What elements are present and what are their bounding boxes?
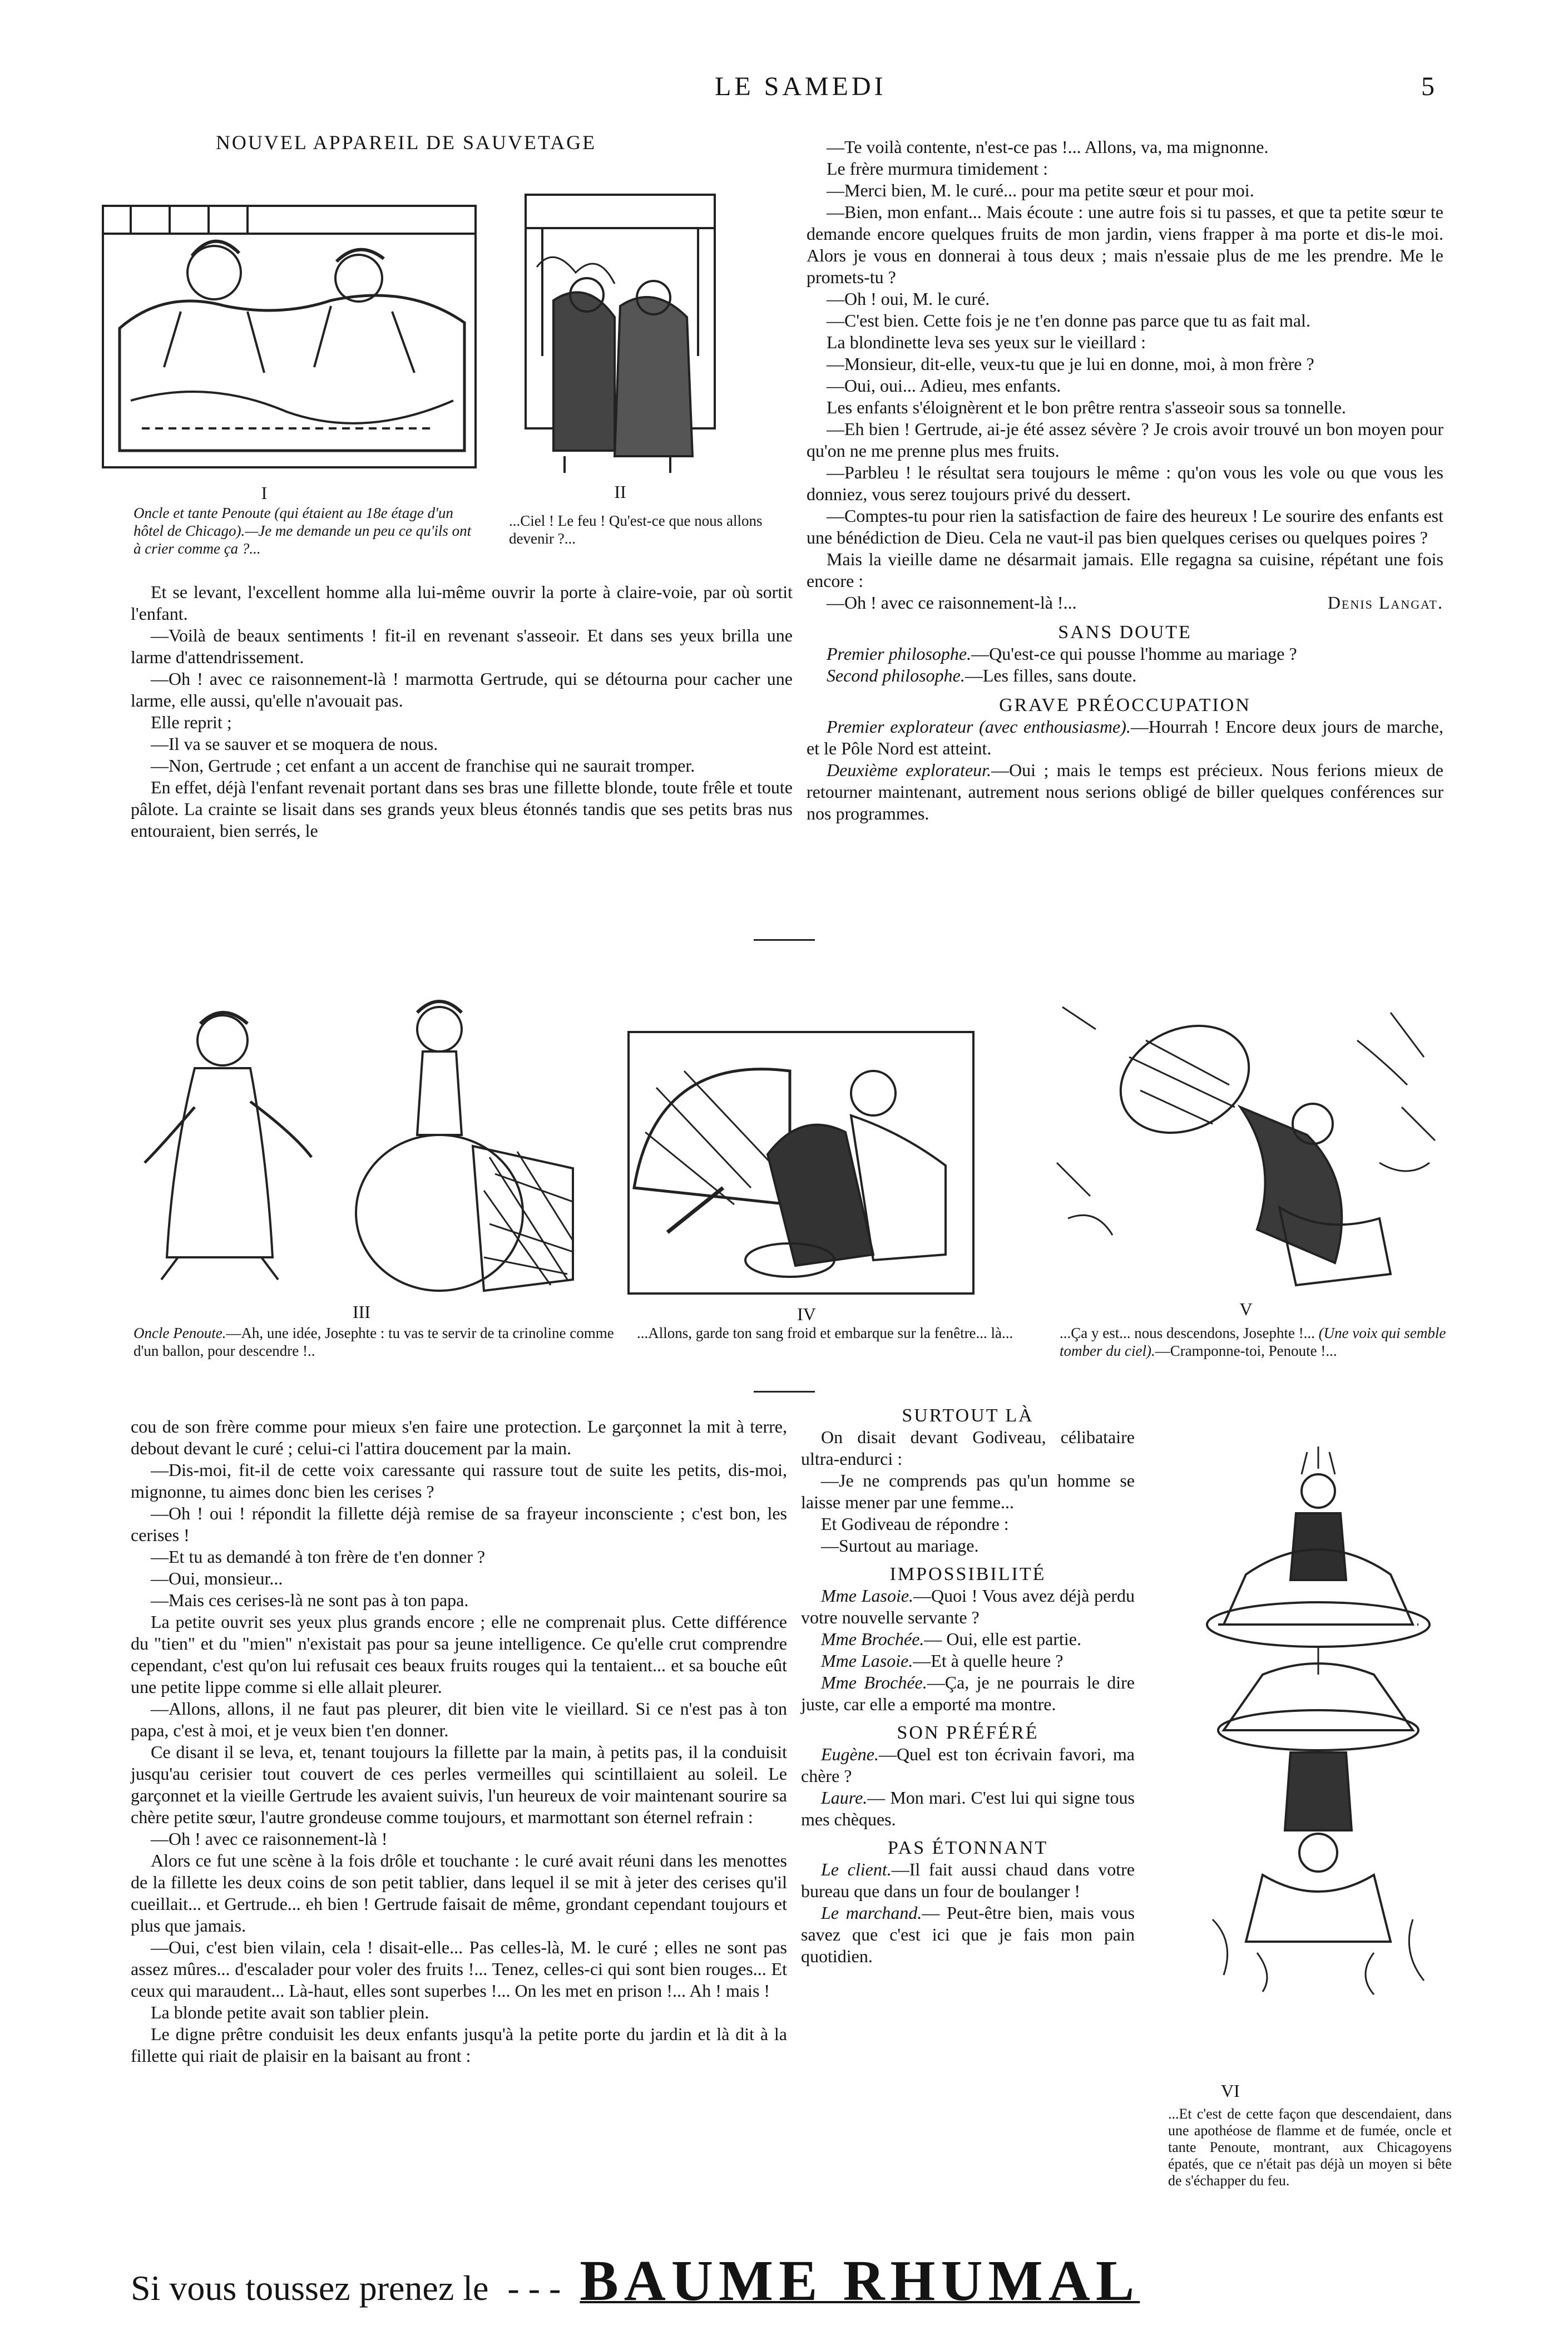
panel-2-number: II: [614, 482, 626, 502]
story-paragraph: —Dis-moi, fit-il de cette voix caressante qui rassure tout de suite les petits, dis-moi, mignonne, tu aimes donc bien les cerises ?: [131, 1460, 787, 1502]
story-paragraph: —Il va se sauver et se moquera de nous.: [151, 734, 438, 754]
story-left-column: [131, 581, 793, 842]
story-bottom-column: [131, 1416, 787, 2067]
speaker: Le marchand.: [821, 1903, 922, 1923]
joke-line: —Je ne comprends pas qu'un homme se laisse mener par une femme...: [801, 1470, 1135, 1512]
grave-title: GRAVE PRÉOCCUPATION: [999, 695, 1251, 715]
panel-4-caption: ...Allons, garde ton sang froid et embarque sur la fenêtre... là...: [637, 1325, 1013, 1341]
story-paragraph: Mais la vieille dame ne désarmait jamais. Elle regagna sa cuisine, répétant une fois encore :: [807, 549, 1443, 591]
joke-line: —Surtout au mariage.: [821, 1536, 979, 1556]
dialogue-line: —Hourrah ! Encore deux jours de marche, et le Pôle Nord est atteint.: [807, 717, 1444, 758]
story-paragraph: Et se levant, l'excellent homme alla lui-même ouvrir la porte à claire-voie, par où sortit l'enfant.: [131, 582, 793, 624]
panel-2-caption: ...Ciel ! Le feu ! Qu'est-ce que nous allons devenir ?...: [509, 512, 763, 547]
story-paragraph: En effet, déjà l'enfant revenait portant dans ses bras une fillette blonde, toute frêle et toute pâlote. La crainte se lisait dans ses grands yeux bleus étonnés tandis que ses petits bras nus entouraient, bien serrés, le: [131, 777, 793, 841]
speaker: Deuxième explorateur.: [827, 760, 992, 780]
speaker: Premier explorateur (avec enthousiasme).: [827, 717, 1131, 737]
panel-6-illustration: [1179, 1441, 1457, 1997]
story-paragraph: —Oh ! oui ! répondit la fillette déjà remise de sa frayeur inconsciente ; c'est bon, les cerises !: [131, 1503, 787, 1545]
story-paragraph: —Oh ! oui, M. le curé.: [827, 289, 990, 309]
son-prefere-title: SON PRÉFÉRÉ: [897, 1722, 1039, 1743]
panel-5-number: V: [1239, 1299, 1253, 1319]
comic-panel-4: [612, 1021, 1001, 1325]
sans-doute-title: SANS DOUTE: [1058, 622, 1192, 643]
panel-1-number: I: [261, 483, 268, 503]
panel-1-illustration: [97, 189, 487, 478]
speaker: Eugène.: [821, 1744, 879, 1764]
page-number: 5: [1421, 72, 1438, 101]
dialogue-line: —Les filles, sans doute.: [964, 665, 1137, 685]
story-paragraph: —Allons, allons, il ne faut pas pleurer, dit bien vite le vieillard. Si ce n'est pas à ton papa, c'est à moi, et je veux bien t'en donner.: [131, 1699, 787, 1740]
comic-title: NOUVEL APPAREIL DE SAUVETAGE: [215, 131, 597, 154]
caption-aside: (Une voix qui semble tomber du ciel).: [1060, 1325, 1446, 1359]
story-paragraph: —Non, Gertrude ; cet enfant a un accent de franchise qui ne saurait tromper.: [151, 756, 695, 776]
story-paragraph: —Oui, c'est bien vilain, cela ! disait-elle... Pas celles-là, M. le curé ; elles ne sont pas assez mûres... d'escalader pour voler des fruits !... Tenez, celles-ci qui sont bien rouges... Et ceux qui maraudent... Là-haut, elles sont superbes !... On les met en prison !... Ah ! mais !: [131, 1937, 787, 2001]
story-paragraph: —Te voilà contente, n'est-ce pas !... Allons, va, ma mignonne.: [827, 137, 1269, 157]
joke-line: Et Godiveau de répondre :: [821, 1514, 1009, 1534]
story-paragraph: —Eh bien ! Gertrude, ai-je été assez sévère ? Je crois avoir trouvé un bon moyen pour qu'on ne me prenne plus mes fruits.: [807, 419, 1443, 461]
story-paragraph: La blondinette leva ses yeux sur le vieillard :: [827, 332, 1146, 352]
speaker: Mme Brochée.: [821, 1629, 924, 1649]
comic-panel-2: [503, 189, 737, 502]
panel-1-caption: Oncle et tante Penoute (qui étaient au 18e étage d'un hôtel de Chicago).—Je me demande un peu ce qu'ils ont à crier comme ça ?...: [133, 505, 472, 557]
story-paragraph: cou de son frère comme pour mieux s'en faire une protection. Le garçonnet la mit à terre, debout devant le curé ; celui-ci l'attira doucement par la main.: [131, 1416, 787, 1458]
panel-4-number: IV: [797, 1304, 816, 1324]
panel-3-caption: [133, 1324, 617, 1360]
divider: [754, 939, 815, 941]
comic-panel-6: [1179, 1441, 1457, 1997]
impossibilite-title: IMPOSSIBILITÉ: [889, 1564, 1046, 1584]
dialogue-line: —Ça, je ne pourrais le dire juste, car elle a emporté ma montre.: [801, 1672, 1135, 1714]
story-paragraph: —Oh ! avec ce raisonnement-là !: [151, 1829, 388, 1849]
signature-text: Denis Langat.: [1327, 593, 1443, 613]
comic-panel-3: [128, 990, 595, 1322]
caption-text: —Ah, une idée, Josephte : tu vas te servir de ta crinoline comme d'un ballon, pour descendre !..: [133, 1325, 614, 1359]
story-paragraph: —Oui, monsieur...: [151, 1568, 283, 1588]
story-paragraph: —Oui, oui... Adieu, mes enfants.: [827, 376, 1061, 396]
dialogue-line: — Peut-être bien, mais vous savez que c'est ici que je fais mon pain quotidien.: [801, 1903, 1135, 1966]
pas-etonnant-title: PAS ÉTONNANT: [887, 1838, 1048, 1858]
story-paragraph: —Oh ! avec ce raisonnement-là !...: [827, 593, 1077, 613]
story-paragraph: —Merci bien, M. le curé... pour ma petite sœur et pour moi.: [827, 180, 1254, 200]
story-paragraph: Le frère murmura timidement :: [827, 159, 1048, 179]
speaker: Mme Lasoie.: [821, 1586, 914, 1606]
dialogue-line: —Il fait aussi chaud dans votre bureau que dans un four de boulanger !: [801, 1859, 1135, 1901]
running-title: LE SAMEDI: [715, 72, 887, 101]
story-paragraph: —Et tu as demandé à ton frère de t'en donner ?: [151, 1547, 486, 1567]
panel-5-caption: [1060, 1324, 1452, 1360]
panel-6-caption: ...Et c'est de cette façon que descendaient, dans une apothéose de flamme et de fumée, oncle et tante Penoute, montrant, aux Chicagoyens épatés, que ce n'était pas déjà un moyen si bête de s'échapper du feu.: [1168, 2106, 1452, 2189]
story-paragraph: Ce disant il se leva, et, tenant toujours la fillette par la main, à petits pas, il la conduisit jusqu'au cerisier tout couvert de ces perles vermeilles qui scintillaient au soleil. Le garçonnet et la vieille Gertrude les avaient suivis, l'un heureux de voir maintenant sourire sa chère petite sœur, l'autre grondeuse comme toujours, et marmottant son éternel refrain :: [131, 1742, 787, 1827]
story-paragraph: Les enfants s'éloignèrent et le bon prêtre rentra s'asseoir sous sa tonnelle.: [827, 397, 1346, 417]
panel-3-number: III: [353, 1302, 370, 1322]
story-paragraph: Le digne prêtre conduisit les deux enfants jusqu'à la petite porte du jardin et là dit à la fillette qui riait de plaisir en la baisant au front :: [131, 2024, 787, 2066]
story-paragraph: —Comptes-tu pour rien la satisfaction de faire des heureux ! Le sourire des enfants est une bénédiction de Dieu. Cela ne vaut-il pas bien quelques cerises ou quelques poires ?: [807, 506, 1443, 547]
comic-panel-5: [1046, 996, 1446, 1320]
speaker: Mme Lasoie.: [821, 1651, 913, 1671]
surtout-title: SURTOUT LÀ: [902, 1405, 1034, 1426]
dialogue-line: —Qu'est-ce qui pousse l'homme au mariage ?: [971, 644, 1297, 664]
story-paragraph: —Bien, mon enfant... Mais écoute : une autre fois si tu passes, et que ta petite sœur te demande encore quelques fruits de mon jardin, viens frapper à ma porte et dis-le moi. Alors je vous en donnerai à tous deux ; mais n'essaie plus de me les prendre. Me le promets-tu ?: [807, 202, 1443, 287]
dialogue-line: — Oui, elle est partie.: [924, 1629, 1081, 1649]
panel-3-illustration: [128, 990, 595, 1302]
story-paragraph: —Parbleu ! le résultat sera toujours le même : qu'on vous les vole ou que vous les donniez, vous serez toujours privé du dessert.: [807, 462, 1443, 504]
advert-brand: BAUME RHUMAL: [580, 2249, 1140, 2313]
story-paragraph: —Monsieur, dit-elle, veux-tu que je lui en donne, moi, à mon frère ?: [827, 354, 1314, 374]
jokes-column: [801, 1405, 1135, 1967]
caption-text: ...Ça y est... nous descendons, Josephte !...: [1060, 1325, 1315, 1341]
story-paragraph: Elle reprit ;: [151, 712, 232, 732]
story-paragraph: La blonde petite avait son tablier plein.: [151, 2002, 429, 2022]
comic-panel-1: [97, 189, 487, 503]
dialogue-line: —Oui ; mais le temps est précieux. Nous ferions mieux de retourner maintenant, autrement nous serions obligé de biller quelques conférences sur nos programmes.: [807, 760, 1444, 823]
story-right-column: [807, 136, 1443, 825]
speaker: Laure.: [821, 1788, 868, 1808]
story-paragraph: Alors ce fut une scène à la fois drôle et touchante : le curé avait réuni dans les menottes de la fillette les deux coins de son petit tablier, dans lequel il se mit à jeter des cerises qu'il cueillait... et Gertrude... eh bien ! Gertrude faisait de même, grondant cependant toujours et plus que jamais.: [131, 1850, 787, 1936]
story-paragraph: La petite ouvrit ses yeux plus grands encore ; elle ne comprenait plus. Cette différence du "tien" et du "mien" n'existait pas pour sa jeune intelligence. Ce qu'elle crut comprendre cependant, c'est qu'on lui refusait ces beaux fruits rouges qui la tentaient... et sa bouche eût une petite lippe comme si elle allait pleurer.: [131, 1612, 787, 1697]
advert-dots: - - -: [507, 2268, 561, 2308]
speaker: Le client.: [821, 1859, 892, 1879]
speaker: Premier philosophe.: [827, 644, 972, 664]
dialogue-line: —Quoi ! Vous avez déjà perdu votre nouvelle servante ?: [801, 1586, 1135, 1627]
story-paragraph: —Oh ! avec ce raisonnement-là ! marmotta Gertrude, qui se détourna pour cacher une larme, elle aussi, qu'elle n'avouait pas.: [131, 669, 793, 710]
caption-text: —Cramponne-toi, Penoute !...: [1155, 1342, 1337, 1359]
dialogue-line: — Mon mari. C'est lui qui signe tous mes chèques.: [801, 1788, 1135, 1829]
advertisement: [131, 2248, 1455, 2314]
dialogue-line: —Quel est ton écrivain favori, ma chère ?: [801, 1744, 1135, 1786]
speaker: Oncle Penoute.: [133, 1325, 226, 1341]
panel-5-illustration: [1046, 996, 1446, 1299]
story-paragraph: —Voilà de beaux sentiments ! fit-il en revenant s'asseoir. Et dans ses yeux brilla une larme d'attendrissement.: [131, 625, 793, 667]
joke-line: On disait devant Godiveau, célibataire ultra-endurci :: [801, 1427, 1135, 1469]
story-paragraph: —C'est bien. Cette fois je ne t'en donne pas parce que tu as fait mal.: [827, 310, 1310, 330]
speaker: Second philosophe.: [827, 665, 965, 685]
panel-6-number: VI: [1221, 2081, 1240, 2101]
divider: [754, 1391, 815, 1393]
story-paragraph: —Mais ces cerises-là ne sont pas à ton papa.: [151, 1590, 469, 1610]
panel-2-illustration: [503, 189, 737, 478]
advert-lead: Si vous toussez prenez le: [131, 2268, 489, 2308]
panel-4-illustration: [612, 1021, 1001, 1302]
dialogue-line: —Et à quelle heure ?: [913, 1651, 1064, 1671]
speaker: Mme Brochée.: [821, 1672, 927, 1692]
